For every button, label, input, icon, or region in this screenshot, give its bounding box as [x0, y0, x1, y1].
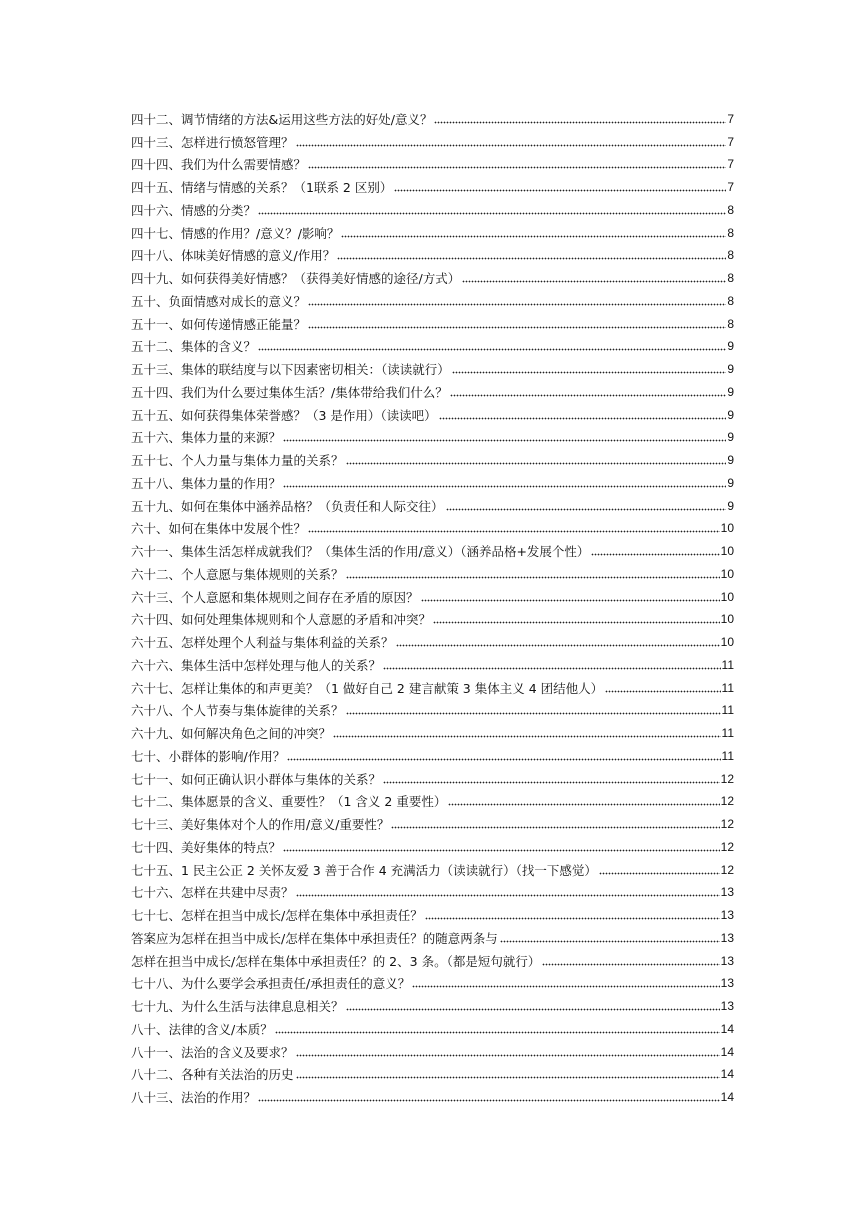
- toc-entry-page-number: 12: [720, 817, 734, 831]
- toc-dot-leader: [283, 849, 720, 852]
- toc-entry-title: 七十二、集体愿景的含义、重要性？（1 含义 2 重要性）: [131, 794, 447, 810]
- toc-entry-title: 六十九、如何解决角色之间的冲突？: [131, 726, 332, 741]
- toc-entry[interactable]: [131, 627, 734, 650]
- toc-entry-title: 六十五、怎样处理个人利益与集体利益的关系？: [131, 635, 394, 650]
- toc-entry[interactable]: [131, 104, 734, 127]
- toc-entry[interactable]: [131, 218, 734, 241]
- toc-entry-page-number: 11: [721, 748, 734, 763]
- toc-dot-leader: [446, 508, 727, 511]
- toc-entry-title: 五十二、集体的含义？: [131, 339, 257, 355]
- toc-dot-leader: [258, 1099, 720, 1102]
- toc-entry-title: 六十八、个人节奏与集体旋律的关系？: [131, 703, 344, 719]
- toc-entry-title: 五十六、集体力量的来源？: [131, 430, 282, 446]
- toc-entry[interactable]: [131, 1060, 734, 1083]
- toc-entry[interactable]: [131, 764, 734, 787]
- toc-dot-leader: [287, 758, 720, 761]
- toc-entry-page-number: 11: [721, 703, 734, 718]
- toc-entry[interactable]: [131, 741, 734, 764]
- toc-entry[interactable]: [131, 605, 734, 628]
- toc-entry-page-number: 7: [727, 134, 734, 149]
- toc-entry[interactable]: [131, 787, 734, 810]
- toc-dot-leader: [346, 576, 720, 579]
- toc-entry[interactable]: [131, 241, 734, 264]
- toc-dot-leader: [308, 303, 726, 306]
- toc-dot-leader: [439, 417, 727, 420]
- toc-entry-page-number: 12: [720, 771, 734, 786]
- toc-entry-title: 七十、小群体的影响/作用？: [131, 748, 286, 764]
- toc-entry[interactable]: [131, 150, 734, 173]
- toc-entry-page-number: 8: [727, 202, 734, 217]
- toc-entry[interactable]: [131, 309, 734, 332]
- toc-entry-title: 答案应为怎样在担当中成长/怎样在集体中承担责任？的随意两条与: [131, 930, 498, 946]
- toc-entry[interactable]: [131, 855, 734, 878]
- toc-entry[interactable]: [131, 127, 734, 150]
- toc-dot-leader: [433, 621, 720, 624]
- toc-entry-page-number: 8: [727, 225, 734, 240]
- toc-entry[interactable]: [131, 1082, 734, 1105]
- toc-entry[interactable]: [131, 377, 734, 400]
- toc-entry-title: 四十二、调节情绪的方法&运用这些方法的好处/意义？: [131, 111, 433, 127]
- toc-entry-title: 五十四、我们为什么要过集体生活？/集体带给我们什么？: [131, 384, 448, 400]
- toc-entry-title: 四十三、怎样进行愤怒管理？: [131, 134, 294, 150]
- toc-entry-page-number: 13: [720, 930, 734, 945]
- toc-entry[interactable]: [131, 718, 734, 741]
- toc-dot-leader: [448, 803, 719, 806]
- toc-dot-leader: [450, 394, 727, 397]
- toc-entry-page-number: 8: [727, 248, 734, 263]
- toc-dot-leader: [346, 1008, 720, 1011]
- toc-dot-leader: [333, 735, 721, 738]
- toc-entry-page-number: 14: [720, 1021, 734, 1036]
- toc-entry-title: 四十八、体味美好情感的意义/作用？: [131, 248, 336, 264]
- toc-entry-title: 四十五、情绪与情感的关系？（1联系 2 区别）: [131, 180, 393, 195]
- toc-entry[interactable]: [131, 696, 734, 719]
- toc-entry-title: 六十、如何在集体中发展个性？: [131, 521, 307, 537]
- toc-entry[interactable]: [131, 900, 734, 923]
- toc-entry[interactable]: [131, 582, 734, 605]
- toc-dot-leader: [591, 553, 719, 556]
- toc-entry-title: 四十九、如何获得美好情感？（获得美好情感的途径/方式）: [131, 271, 461, 286]
- toc-dot-leader: [383, 781, 720, 784]
- toc-entry-title: 四十四、我们为什么需要情感？: [131, 157, 307, 173]
- toc-entry[interactable]: [131, 491, 734, 514]
- toc-dot-leader: [296, 144, 727, 147]
- toc-dot-leader: [296, 894, 720, 897]
- toc-entry-title: 七十五、1 民主公正 2 关怀友爱 3 善于合作 4 充满活力（读读就行）（找一下感觉）: [131, 862, 597, 878]
- toc-dot-leader: [605, 690, 720, 693]
- toc-entry-title: 七十四、美好集体的特点？: [131, 839, 282, 855]
- toc-entry[interactable]: [131, 946, 734, 969]
- toc-entry[interactable]: [131, 536, 734, 559]
- toc-entry-page-number: 13: [720, 908, 734, 922]
- toc-entry-title: 七十六、怎样在共建中尽责？: [131, 885, 294, 901]
- toc-entry-title: 六十四、如何处理集体规则和个人意愿的矛盾和冲突？: [131, 612, 432, 628]
- toc-entry-page-number: 9: [727, 475, 734, 490]
- toc-entry-page-number: 9: [727, 498, 734, 513]
- toc-entry-title: 六十二、个人意愿与集体规则的关系？: [131, 566, 344, 582]
- toc-entry[interactable]: [131, 923, 734, 946]
- toc-entry-title: 七十八、为什么要学会承担责任/承担责任的意义？: [131, 976, 411, 992]
- toc-entry-page-number: 13: [720, 885, 734, 900]
- toc-entry-page-number: 12: [720, 862, 734, 877]
- toc-dot-leader: [296, 1076, 720, 1079]
- toc-entry-page-number: 11: [721, 680, 734, 695]
- toc-entry[interactable]: [131, 650, 734, 673]
- toc-entry-title: 七十一、如何正确认识小群体与集体的关系？: [131, 771, 382, 787]
- toc-entry-page-number: 7: [727, 111, 734, 126]
- toc-entry[interactable]: [131, 832, 734, 855]
- toc-entry[interactable]: [131, 286, 734, 309]
- toc-dot-leader: [396, 644, 720, 647]
- toc-entry-title: 八十一、法治的含义及要求？: [131, 1044, 294, 1060]
- toc-entry-page-number: 9: [727, 362, 734, 376]
- toc-dot-leader: [346, 462, 727, 465]
- toc-entry-title: 八十三、法治的作用？: [131, 1090, 257, 1105]
- toc-dot-leader: [275, 1031, 720, 1034]
- toc-dot-leader: [296, 1054, 720, 1057]
- toc-entry[interactable]: [131, 969, 734, 992]
- toc-entry[interactable]: [131, 809, 734, 832]
- toc-dot-leader: [337, 257, 726, 260]
- toc-dot-leader: [394, 189, 726, 192]
- toc-entry[interactable]: [131, 354, 734, 377]
- toc-entry-page-number: 10: [720, 612, 734, 627]
- toc-dot-leader: [500, 940, 720, 943]
- toc-entry[interactable]: [131, 991, 734, 1014]
- table-of-contents: [131, 104, 734, 1105]
- toc-entry-page-number: 7: [727, 157, 734, 172]
- toc-entry-title: 五十三、集体的联结度与以下因素密切相关：（读读就行）: [131, 362, 450, 377]
- toc-entry-title: 七十七、怎样在担当中成长/怎样在集体中承担责任？: [131, 908, 423, 923]
- toc-entry-title: 四十六、情感的分类？: [131, 202, 257, 218]
- toc-entry[interactable]: [131, 468, 734, 491]
- toc-entry-page-number: 9: [727, 453, 734, 467]
- toc-entry-page-number: 9: [727, 407, 734, 422]
- toc-entry-page-number: 10: [720, 544, 734, 558]
- toc-entry-page-number: 10: [720, 589, 734, 604]
- toc-dot-leader: [346, 712, 721, 715]
- toc-entry[interactable]: [131, 332, 734, 355]
- toc-entry-title: 六十三、个人意愿和集体规则之间存在矛盾的原因？: [131, 589, 419, 605]
- toc-dot-leader: [452, 371, 727, 374]
- toc-dot-leader: [258, 212, 726, 215]
- toc-entry-page-number: 13: [720, 999, 734, 1013]
- toc-entry-title: 五十七、个人力量与集体力量的关系？: [131, 453, 344, 468]
- toc-entry-title: 五十、负面情感对成长的意义？: [131, 293, 307, 309]
- toc-entry[interactable]: [131, 1037, 734, 1060]
- toc-entry-page-number: 9: [727, 339, 734, 354]
- toc-dot-leader: [421, 599, 720, 602]
- toc-entry-page-number: 13: [720, 976, 734, 991]
- toc-dot-leader: [383, 667, 721, 670]
- toc-entry[interactable]: [131, 263, 734, 286]
- toc-entry-page-number: 11: [721, 657, 734, 672]
- toc-entry-page-number: 13: [720, 953, 734, 968]
- toc-entry-page-number: 8: [727, 293, 734, 308]
- toc-dot-leader: [308, 530, 720, 533]
- toc-entry[interactable]: [131, 673, 734, 696]
- toc-dot-leader: [341, 235, 726, 238]
- toc-entry[interactable]: [131, 423, 734, 446]
- toc-entry-page-number: 10: [720, 521, 734, 536]
- toc-entry-page-number: 14: [720, 1067, 734, 1082]
- toc-entry-title: 五十一、如何传递情感正能量？: [131, 316, 307, 332]
- toc-dot-leader: [283, 439, 726, 442]
- toc-entry-title: 六十六、集体生活中怎样处理与他人的关系？: [131, 657, 382, 673]
- toc-entry-title: 六十七、怎样让集体的和声更美？（1 做好自己 2 建言献策 3 集体主义 4 团结他人）: [131, 680, 604, 696]
- toc-dot-leader: [391, 826, 719, 829]
- toc-dot-leader: [412, 985, 719, 988]
- toc-entry-page-number: 11: [721, 726, 734, 740]
- toc-dot-leader: [434, 121, 726, 124]
- toc-entry-page-number: 14: [720, 1044, 734, 1059]
- toc-dot-leader: [599, 872, 720, 875]
- toc-entry[interactable]: [131, 878, 734, 901]
- toc-dot-leader: [425, 917, 720, 920]
- toc-entry[interactable]: [131, 559, 734, 582]
- toc-entry-page-number: 12: [720, 794, 734, 809]
- toc-entry-title: 四十七、情感的作用？/意义？/影响？: [131, 225, 340, 241]
- toc-entry[interactable]: [131, 172, 734, 195]
- toc-dot-leader: [308, 326, 726, 329]
- toc-entry-title: 八十二、各种有关法治的历史: [131, 1067, 294, 1083]
- toc-dot-leader: [258, 348, 726, 351]
- toc-entry-page-number: 8: [727, 316, 734, 331]
- toc-entry-page-number: 7: [727, 180, 734, 194]
- toc-entry-page-number: 9: [727, 384, 734, 399]
- toc-entry-title: 六十一、集体生活怎样成就我们？（集体生活的作用/意义）（涵养品格+发展个性）: [131, 544, 590, 559]
- toc-entry-page-number: 10: [720, 635, 734, 649]
- toc-dot-leader: [283, 485, 726, 488]
- toc-entry-page-number: 10: [720, 566, 734, 581]
- toc-entry[interactable]: [131, 1014, 734, 1037]
- toc-entry[interactable]: [131, 400, 734, 423]
- toc-entry-page-number: 9: [727, 430, 734, 445]
- toc-dot-leader: [542, 963, 719, 966]
- toc-dot-leader: [308, 166, 726, 169]
- toc-dot-leader: [462, 280, 726, 283]
- toc-entry-title: 五十八、集体力量的作用？: [131, 475, 282, 491]
- toc-entry-page-number: 8: [727, 271, 734, 285]
- toc-entry-title: 五十五、如何获得集体荣誉感？（3 是作用）（读读吧）: [131, 407, 437, 423]
- toc-entry-title: 七十九、为什么生活与法律息息相关？: [131, 999, 344, 1014]
- toc-entry[interactable]: [131, 445, 734, 468]
- toc-entry-title: 八十、法律的含义/本质？: [131, 1021, 273, 1037]
- toc-entry-title: 五十九、如何在集体中涵养品格？（负责任和人际交往）: [131, 498, 444, 514]
- toc-entry-title: 七十三、美好集体对个人的作用/意义/重要性？: [131, 817, 390, 832]
- toc-entry-page-number: 14: [720, 1090, 734, 1104]
- toc-entry[interactable]: [131, 195, 734, 218]
- toc-entry-title: 怎样在担当中成长/怎样在集体中承担责任？的 2、3 条。（都是短句就行）: [131, 953, 541, 969]
- toc-entry-page-number: 12: [720, 839, 734, 854]
- toc-entry[interactable]: [131, 514, 734, 537]
